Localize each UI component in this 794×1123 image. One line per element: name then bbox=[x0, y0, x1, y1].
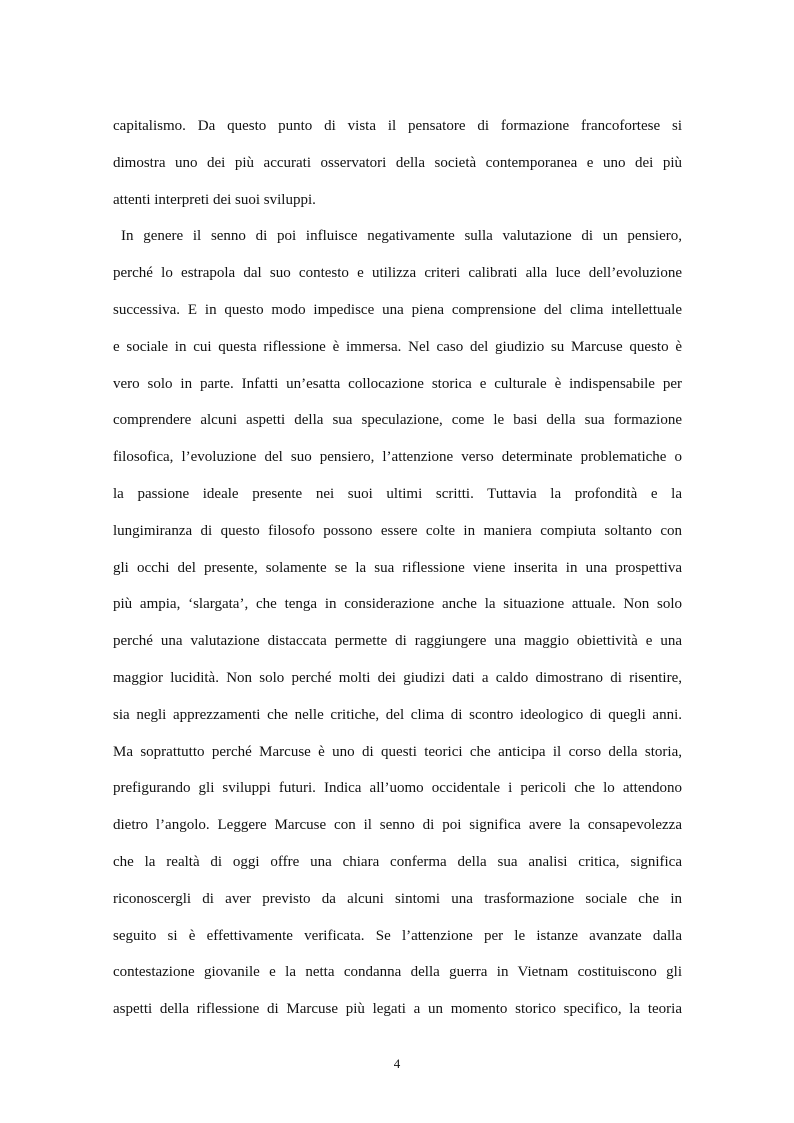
text-line: più ampia, ‘slargata’, che tenga in considerazione anche la situazione attuale. Non solo bbox=[113, 596, 682, 613]
text-line: che la realtà di oggi offre una chiara conferma della sua analisi critica, significa bbox=[113, 853, 682, 870]
text-line: attenti interpreti dei suoi sviluppi. bbox=[113, 191, 316, 208]
text-line: contestazione giovanile e la netta condanna della guerra in Vietnam costituiscono gli bbox=[113, 964, 682, 981]
page-number: 4 bbox=[393, 1056, 401, 1071]
text-line: aspetti della riflessione di Marcuse più legati a un momento storico specifico, la teoria bbox=[113, 1001, 682, 1018]
text-line: perché una valutazione distaccata permette di raggiungere una maggio obiettività e una bbox=[113, 633, 682, 650]
text-line: vero solo in parte. Infatti un’esatta collocazione storica e culturale è indispensabile per bbox=[113, 375, 682, 392]
text-line: comprendere alcuni aspetti della sua speculazione, come le basi della sua formazione bbox=[113, 412, 682, 429]
body-text bbox=[113, 108, 682, 1028]
text-line: dietro l’angolo. Leggere Marcuse con il senno di poi significa avere la consapevolezza bbox=[113, 817, 682, 834]
text-line: filosofica, l’evoluzione del suo pensiero, l’attenzione verso determinate problematiche o bbox=[113, 449, 682, 466]
text-line: riconoscergli di aver previsto da alcuni sintomi una trasformazione sociale che in bbox=[113, 890, 682, 907]
text-line: perché lo estrapola dal suo contesto e utilizza criteri calibrati alla luce dell’evoluzione bbox=[113, 265, 682, 282]
text-line: e sociale in cui questa riflessione è immersa. Nel caso del giudizio su Marcuse questo è bbox=[113, 338, 682, 355]
text-line: la passione ideale presente nei suoi ultimi scritti. Tuttavia la profondità e la bbox=[113, 485, 682, 502]
text-line: lungimiranza di questo filosofo possono essere colte in maniera compiuta soltanto con bbox=[113, 522, 682, 539]
text-line: gli occhi del presente, solamente se la sua riflessione viene inserita in una prospettiva bbox=[113, 559, 682, 576]
text-line: In genere il senno di poi influisce negativamente sulla valutazione di un pensiero, bbox=[121, 228, 682, 245]
text-line: successiva. E in questo modo impedisce una piena comprensione del clima intellettuale bbox=[113, 301, 682, 318]
text-line: prefigurando gli sviluppi futuri. Indica all’uomo occidentale i pericoli che lo attendono bbox=[113, 780, 682, 797]
text-line: dimostra uno dei più accurati osservatori della società contemporanea e uno dei più bbox=[113, 154, 682, 171]
text-line: maggior lucidità. Non solo perché molti dei giudizi dati a caldo dimostrano di risentire, bbox=[113, 669, 682, 686]
text-line: Ma soprattutto perché Marcuse è uno di questi teorici che anticipa il corso della storia, bbox=[113, 743, 682, 760]
text-line: seguito si è effettivamente verificata. Se l’attenzione per le istanze avanzate dalla bbox=[113, 927, 682, 944]
text-line: capitalismo. Da questo punto di vista il pensatore di formazione francofortese si bbox=[113, 118, 682, 134]
text-line: sia negli apprezzamenti che nelle critiche, del clima di scontro ideologico di quegli anni. bbox=[113, 706, 682, 723]
